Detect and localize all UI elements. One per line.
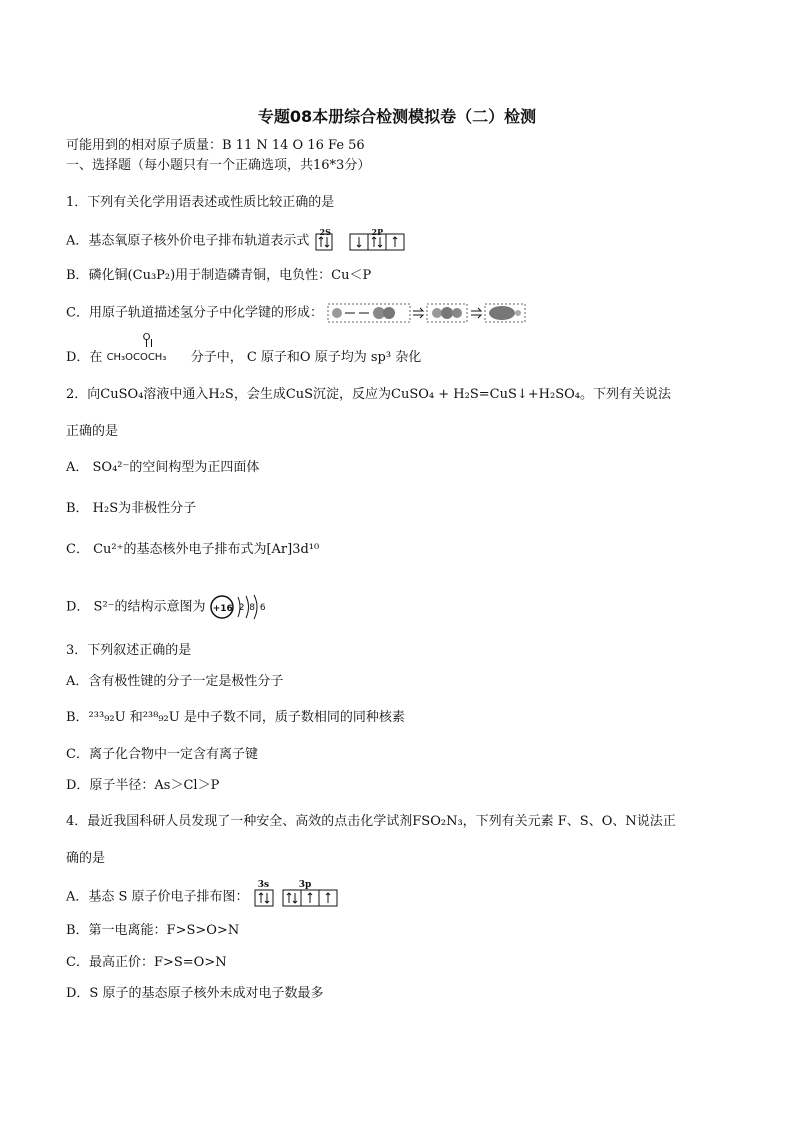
q2-option-d-text: D． S²⁻的结构示意图为 bbox=[66, 599, 206, 615]
q1-option-a-text: A．基态氧原子核外价电子排布轨道表示式 bbox=[66, 233, 310, 249]
q1-option-a bbox=[66, 227, 414, 251]
page-title: 专题08本册综合检测模拟卷（二）检测 bbox=[257, 107, 537, 126]
q1-option-c-text: C．用原子轨道描述氢分子中化学键的形成： bbox=[66, 305, 323, 321]
q2-option-c: C． Cu²⁺的基态核外电子排布式为[Ar]3d¹⁰ bbox=[66, 542, 320, 557]
nucleus-charge: +16 bbox=[212, 604, 233, 614]
electron-shells: 2 8 6 bbox=[238, 603, 267, 613]
orbital-label-3p: 3p bbox=[298, 880, 312, 890]
q4-stem-line2: 确的是 bbox=[66, 851, 106, 866]
sulfide-ion-structure-diagram bbox=[210, 594, 276, 620]
q1-option-b: B．磷化铜(Cu₃P₂)用于制造磷青铜，电负性：Cu＜P bbox=[66, 268, 372, 283]
q2-option-a: A． SO₄²⁻的空间构型为正四面体 bbox=[66, 460, 260, 475]
q4-option-b: B．第一电离能：F>S>O>N bbox=[66, 923, 240, 938]
q3-option-b: B．²³³₉₂U 和²³⁸₉₂U 是中子数不同，质子数相同的同种核素 bbox=[66, 710, 405, 725]
q1-stem: 1．下列有关化学用语表述或性质比较正确的是 bbox=[66, 195, 335, 210]
q4-option-a bbox=[66, 880, 343, 908]
q2-option-b: B． H₂S为非极性分子 bbox=[66, 501, 197, 516]
double-bond-icon bbox=[146, 339, 152, 347]
q3-stem: 3．下列叙述正确的是 bbox=[66, 643, 192, 658]
q2-option-d bbox=[66, 594, 276, 620]
q4-option-a-text: A．基态 S 原子价电子排布图： bbox=[66, 889, 249, 905]
q1-option-d bbox=[66, 332, 422, 367]
q4-option-c: C．最高正价：F>S=O>N bbox=[66, 955, 227, 970]
q1-option-d-post: 分子中， C 原子和O 原子均为 sp³ 杂化 bbox=[190, 350, 422, 365]
methyl-acetate-formula: CH₃OCOCH₃ bbox=[106, 352, 167, 363]
section-heading: 一、选择题（每小题只有一个正确选项，共16*3分） bbox=[66, 158, 371, 173]
sulfur-orbital-diagram bbox=[253, 880, 343, 908]
oxygen-orbital-diagram bbox=[314, 227, 414, 251]
carbonyl-oxygen: O bbox=[142, 332, 151, 343]
q2-stem-line1: 2．向CuSO₄溶液中通入H₂S，会生成CuS沉淀，反应为CuSO₄ + H₂S=CuS↓+H₂SO₄。下列有关说法 bbox=[66, 387, 671, 402]
q1-option-d-pre: D．在 bbox=[66, 350, 103, 365]
atomic-masses: 可能用到的相对原子质量：B 11 N 14 O 16 Fe 56 bbox=[66, 138, 365, 153]
q3-option-a: A．含有极性键的分子一定是极性分子 bbox=[66, 674, 284, 689]
orbital-label-2s: 2S bbox=[319, 227, 331, 237]
q1-option-c bbox=[66, 303, 527, 323]
orbital-label-2p: 2P bbox=[371, 227, 384, 237]
q4-option-d: D．S 原子的基态原子核外未成对电子数最多 bbox=[66, 986, 324, 1001]
q3-option-d: D．原子半径：As＞Cl＞P bbox=[66, 778, 220, 793]
methyl-acetate-structure bbox=[106, 332, 187, 363]
q2-stem-line2: 正确的是 bbox=[66, 424, 119, 439]
q4-stem-line1: 4．最近我国科研人员发现了一种安全、高效的点击化学试剂FSO₂N₃，下列有关元素 F、S、O、N说法正 bbox=[66, 814, 676, 829]
hydrogen-orbital-overlap-icon bbox=[327, 303, 527, 323]
q3-option-c: C．离子化合物中一定含有离子键 bbox=[66, 747, 258, 762]
orbital-label-3s: 3s bbox=[257, 880, 270, 890]
